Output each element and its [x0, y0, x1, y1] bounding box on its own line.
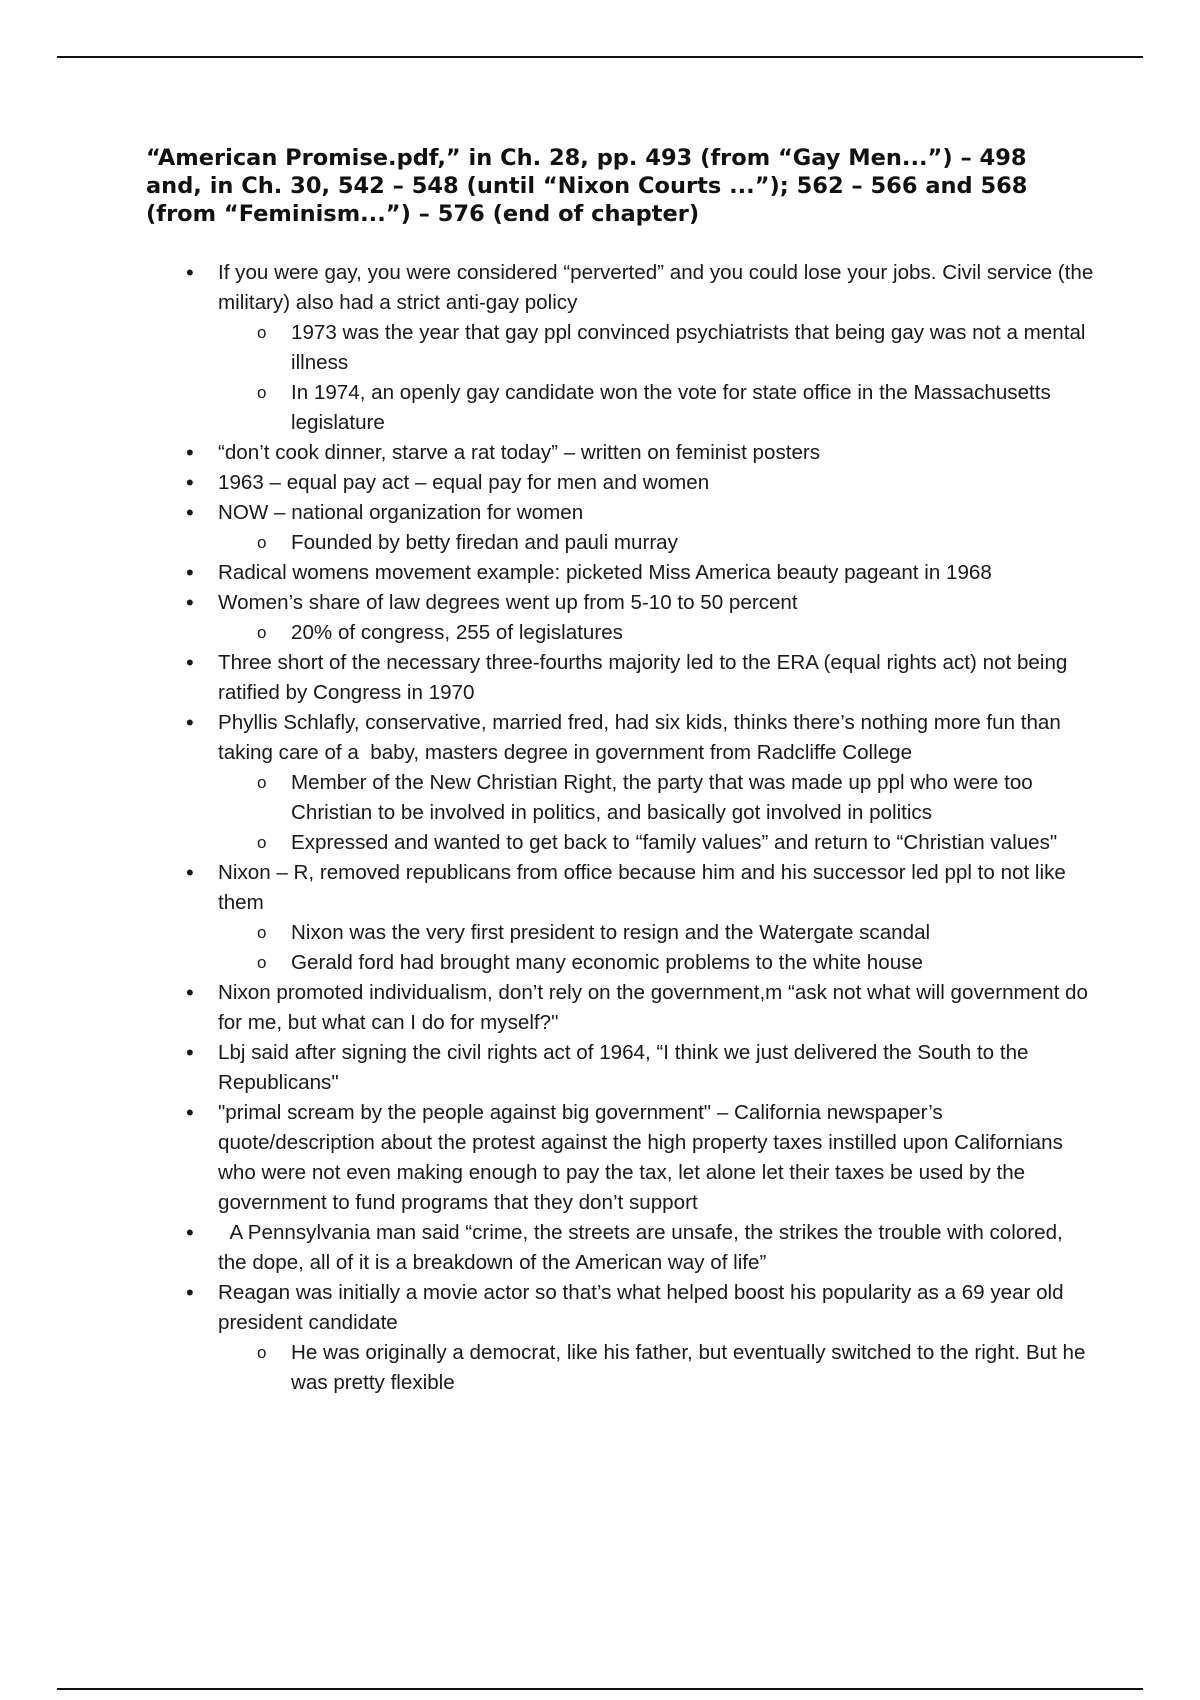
- sub-list-item: [146, 528, 1096, 558]
- sub-bullet-marker: o: [257, 323, 267, 342]
- note-text: Founded by betty firedan and pauli murray: [291, 531, 678, 554]
- sub-list-item: [146, 768, 1096, 828]
- note-text: Gerald ford had brought many economic problems to the white house: [291, 951, 923, 974]
- note-text: Member of the New Christian Right, the party that was made up ppl who were too Christian to be involved in politics, and basically got involved in politics: [291, 771, 1039, 824]
- note-text: NOW – national organization for women: [218, 501, 584, 524]
- notes-list: [146, 258, 1100, 1398]
- bullet-marker: •: [186, 560, 194, 585]
- sub-list-item: [146, 948, 1096, 978]
- document-heading: “American Promise.pdf,” in Ch. 28, pp. 493 (from “Gay Men...”) – 498 and, in Ch. 30, 542 – 548 (until “Nixon Courts ...”); 562 – 566 and 568 (from “Feminism...”) – 576 (end of chapter): [146, 145, 1028, 227]
- note-text: 1963 – equal pay act – equal pay for men and women: [218, 471, 710, 494]
- sub-bullet-marker: o: [257, 533, 267, 552]
- bullet-marker: •: [186, 440, 194, 465]
- list-item: [146, 468, 1096, 498]
- note-text: Reagan was initially a movie actor so that’s what helped boost his popularity as a 69 year old president candidate: [218, 1281, 1070, 1334]
- list-item: [146, 1098, 1096, 1218]
- note-text: Radical womens movement example: picketed Miss America beauty pageant in 1968: [218, 561, 992, 584]
- note-text: Nixon was the very first president to resign and the Watergate scandal: [291, 921, 931, 944]
- bullet-marker: •: [186, 1100, 194, 1125]
- sub-bullet-marker: o: [257, 833, 267, 852]
- list-item: [146, 648, 1096, 708]
- note-text: Women’s share of law degrees went up from 5-10 to 50 percent: [218, 591, 798, 614]
- bullet-marker: •: [186, 980, 194, 1005]
- sub-list-item: [146, 378, 1096, 438]
- note-text: Nixon promoted individualism, don’t rely on the government,m “ask not what will government do for me, but what can I do for myself?": [218, 981, 1094, 1034]
- note-text: In 1974, an openly gay candidate won the vote for state office in the Massachusetts legislature: [291, 381, 1057, 434]
- note-text: A Pennsylvania man said “crime, the streets are unsafe, the strikes the trouble with colored, the dope, all of it is a breakdown of the American way of life”: [218, 1221, 1069, 1274]
- list-item: [146, 978, 1096, 1038]
- note-text: Lbj said after signing the civil rights act of 1964, “I think we just delivered the South to the Republicans": [218, 1041, 1035, 1094]
- bullet-marker: •: [186, 1220, 194, 1245]
- list-item: [146, 258, 1100, 318]
- note-text: Three short of the necessary three-fourths majority led to the ERA (equal rights act) not being ratified by Congress in 1970: [218, 651, 1074, 704]
- bullet-marker: •: [186, 860, 194, 885]
- note-text: "primal scream by the people against big government" – California newspaper’s quote/description about the protest against the high property taxes instilled upon Californians who were not even making enough to pay the tax, let alone let their taxes be used by the government to fund programs that they don’t support: [218, 1101, 1069, 1214]
- list-item: [146, 498, 1096, 528]
- note-text: If you were gay, you were considered “perverted” and you could lose your jobs. Civil service (the military) also had a strict anti-gay policy: [218, 261, 1100, 314]
- sub-list-item: [146, 918, 1096, 948]
- sub-bullet-marker: o: [257, 923, 267, 942]
- list-item: [146, 1218, 1096, 1278]
- sub-bullet-marker: o: [257, 623, 267, 642]
- top-rule: [57, 56, 1143, 58]
- sub-list-item: [146, 618, 1096, 648]
- list-item: [146, 438, 1096, 468]
- note-text: “don’t cook dinner, starve a rat today” – written on feminist posters: [218, 441, 821, 464]
- sub-bullet-marker: o: [257, 383, 267, 402]
- bullet-marker: •: [186, 260, 194, 285]
- list-item: [146, 558, 1096, 588]
- note-text: Phyllis Schlafly, conservative, married fred, had six kids, thinks there’s nothing more fun than taking care of a baby, masters degree in government from Radcliffe College: [218, 711, 1067, 764]
- list-item: [146, 858, 1096, 918]
- note-text: 20% of congress, 255 of legislatures: [291, 621, 623, 644]
- sub-list-item: [146, 828, 1096, 858]
- note-text: He was originally a democrat, like his father, but eventually switched to the right. But he was pretty flexible: [291, 1341, 1092, 1394]
- sub-list-item: [146, 318, 1096, 378]
- sub-list-item: [146, 1338, 1096, 1398]
- sub-bullet-marker: o: [257, 1343, 267, 1362]
- bullet-marker: •: [186, 470, 194, 495]
- bottom-rule: [57, 1688, 1143, 1690]
- bullet-marker: •: [186, 590, 194, 615]
- list-item: [146, 1278, 1096, 1338]
- list-item: [146, 1038, 1096, 1098]
- note-text: 1973 was the year that gay ppl convinced psychiatrists that being gay was not a mental illness: [291, 321, 1092, 374]
- note-text: Nixon – R, removed republicans from office because him and his successor led ppl to not like them: [218, 861, 1072, 914]
- bullet-marker: •: [186, 1280, 194, 1305]
- list-item: [146, 588, 1096, 618]
- bullet-marker: •: [186, 710, 194, 735]
- sub-bullet-marker: o: [257, 953, 267, 972]
- sub-bullet-marker: o: [257, 773, 267, 792]
- note-text: Expressed and wanted to get back to “family values” and return to “Christian values": [291, 831, 1058, 854]
- list-item: [146, 708, 1096, 768]
- bullet-marker: •: [186, 500, 194, 525]
- bullet-marker: •: [186, 650, 194, 675]
- bullet-marker: •: [186, 1040, 194, 1065]
